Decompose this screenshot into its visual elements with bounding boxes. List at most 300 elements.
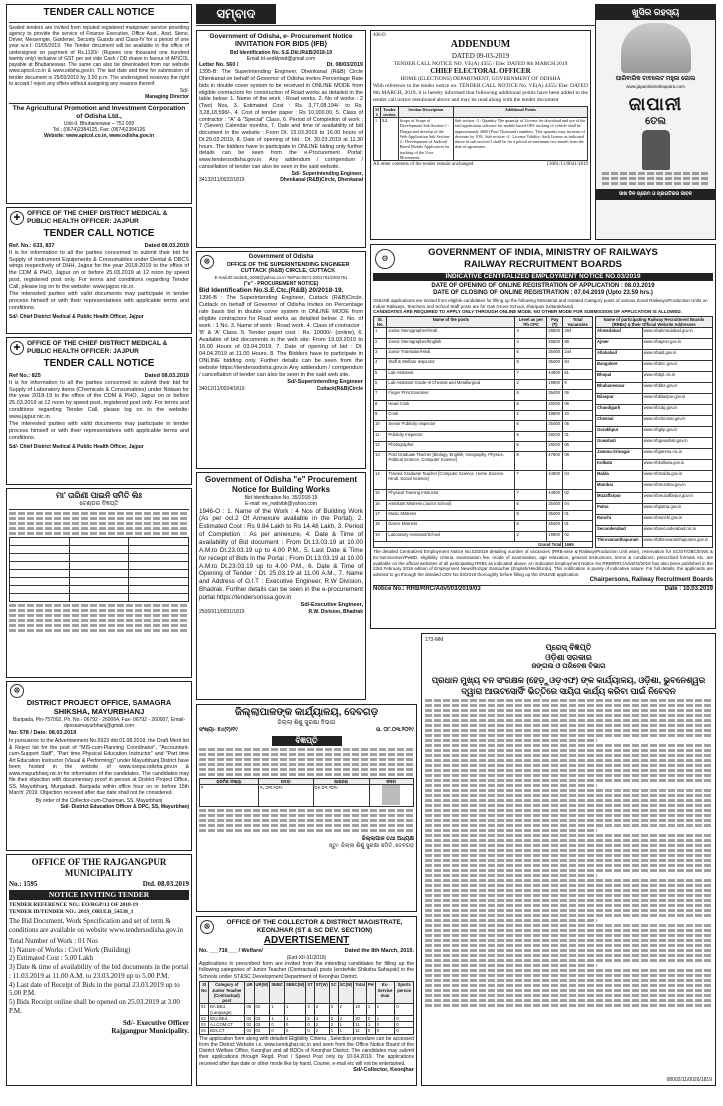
text-line <box>425 869 712 872</box>
cuttack-office: OFFICE OF THE SUPERINTENDING ENGINEER CUTTACK (R&B) CIRCLE, CUTTACK <box>226 261 350 275</box>
rrb-cell: 13 <box>374 452 387 471</box>
emblem-icon: ☸ <box>10 684 24 698</box>
rrb-col: Name of the posts <box>387 316 515 328</box>
table-row <box>374 431 593 441</box>
board-website[interactable]: www.rrbjammu.nic.in <box>642 449 712 460</box>
rrb-cell: 01 <box>563 521 593 531</box>
rrb-cell: 2 <box>515 531 547 541</box>
deogarh-col: ଫଟୋ <box>369 778 413 784</box>
forest-head: ପ୍ରେସ୍ ବିଜ୍ଞପ୍ତି <box>545 643 592 653</box>
apicol-title: TENDER CALL NOTICE <box>9 7 189 23</box>
rrb-cell: 3 <box>374 348 387 358</box>
text-line <box>425 979 712 982</box>
rrb-cell: Junior Stenographer/English <box>387 338 515 348</box>
text-line <box>425 989 712 992</box>
text-line <box>425 874 597 877</box>
board-city: Ranchi <box>596 515 643 526</box>
rrb-notice: INDICATIVE CENTRALIZED EMPLOYMENT NOTICE NO.03/2019 <box>373 273 713 281</box>
rrb-cell: 8 <box>374 400 387 410</box>
rrb-cell: 17 <box>374 510 387 520</box>
keonjhar-cell: 0 <box>375 1022 395 1028</box>
board-website[interactable]: www.rrbpatna.gov.in <box>642 504 712 515</box>
board-city: Jammu-Srinagar <box>596 449 643 460</box>
table-row <box>374 452 593 471</box>
rrb-cell: 2 <box>374 338 387 348</box>
bhadrak-sign-role: R.W. Division, Bhadrak <box>308 608 363 615</box>
keonjhar-cell: 02 <box>200 1015 209 1021</box>
deogarh-sign2: ସ୍ତୁ/- ଜିଲ୍ଲା ଶିଶୁ ସୁରକ୍ଷା ସମିତି, ଦେବଗଡ଼ <box>328 843 414 849</box>
table-row <box>596 471 713 482</box>
board-website[interactable]: www.rrbbnc.gov.in <box>642 361 712 372</box>
cuttack-sign: Sd/-Superintending Engineer <box>287 378 363 385</box>
rrb-col: Level as per 7th CPC <box>515 316 547 328</box>
keonjhar-cell: 0 <box>270 1022 285 1028</box>
rrb-cell: Cook <box>387 410 515 420</box>
bhadrak-code: 25060/11/0031/1819 <box>199 608 245 615</box>
table-row <box>374 510 593 520</box>
keonjhar-cell: BSc.CT <box>209 1028 245 1034</box>
sidead-bottom: ସାଖ ଦିନ ପ୍ରେମ ଓ ପ୍ରଗତିକର ଜୀବନ <box>596 189 715 199</box>
addendum-foot: All other contents of the tender remain unchanged <box>373 162 474 168</box>
samiti-table <box>9 537 189 602</box>
keonjhar-cell: 0 <box>270 1028 285 1034</box>
jajpur2-sign: Sd/- Chief District Medical & Public Health Officer, Jajpur <box>9 443 144 450</box>
text-line <box>425 794 712 797</box>
text-line <box>425 829 597 832</box>
keonjhar-cell: 1 <box>338 1028 354 1034</box>
board-city: Kolkata <box>596 460 643 471</box>
deogarh-sub: ଜିଲ୍ଲା ଶିଶୁ ସୁରକ୍ଷା ବିଭାଗ <box>277 719 336 726</box>
keonjhar-col: ST(W) <box>314 982 329 1004</box>
table-row <box>596 427 713 438</box>
text-line <box>425 859 712 862</box>
board-website[interactable]: www.rrbmuzaffarpur.gov.in <box>642 493 712 504</box>
board-website[interactable]: www.rrbajmer.gov.in <box>642 339 712 350</box>
board-website[interactable]: www.rrbbpl.nic.in <box>642 372 712 383</box>
rrb-cell: 6 <box>515 359 547 369</box>
board-city: Muzaffarpur <box>596 493 643 504</box>
rrb-note: The detailed Centralized Employment Notice No.03/2019 detailing number of vacancies (RRB-wise & Railway/Production Unit wise), reservation for SC/ST/OBC/EWS & Ex-Servicemen/PwBD, eligibility criteria, examination fee, mode of examination, age relaxation, general instructions, terms & conditions, prescribed formats etc. are available on the official websites of all participating RRBs as indicated above. An indicative Employment Notice No.RRB/RRC/Advt/03/2019 has also been published in the 23rd February 2019 edition of Employment News/Rozgar Samachar (English/Hindi/Urdu). This notification is purely of indicative nature. For full details, the applicants are advised to go through the detailed CEN No.03/2019 thoroughly before filling up the ONLINE application. <box>373 549 713 577</box>
deogarh-cell: ୦୫.୦୩.୨୦୧୯ <box>313 785 369 807</box>
text-line <box>425 729 712 732</box>
text-line <box>425 904 712 907</box>
keonjhar-cell: 4 <box>314 1015 329 1021</box>
rrb-cell: 19900 <box>547 379 563 389</box>
rrb-cell: 7 <box>374 390 387 400</box>
rrb-cell: 84 <box>563 359 593 369</box>
board-city: Mumbai <box>596 482 643 493</box>
dhenkanal-letter: Letter No. 560 / <box>199 62 239 69</box>
dhenkanal-title: INVITATION FOR BIDS (IFB) <box>235 41 327 49</box>
keonjhar-cell: 2 <box>338 1015 354 1021</box>
rrb-cell: 10 <box>374 421 387 431</box>
rrb-cell: 06 <box>563 441 593 451</box>
dhenkanal-ifb-ad <box>196 30 366 248</box>
rrb-cell: 1 <box>374 328 387 338</box>
samiti-sub: ଟେଣ୍ଡର ବିଜ୍ଞପ୍ତି <box>9 501 189 510</box>
keonjhar-cell: 04 <box>245 1028 254 1034</box>
keonjhar-cell: BSc.BEd. <box>209 1015 245 1021</box>
board-website[interactable]: www.rrbthiruvananthapuram.gov.in <box>642 537 712 548</box>
rrb-cell: 9 <box>374 410 387 420</box>
table-row <box>596 460 713 471</box>
jajpur1-sign: Sd/- Chief District Medical & Public Health Officer, Jajpur <box>9 313 144 320</box>
rajgangpur-item: 3) Date & time of availability of the bid documents in the portal : 11.03.2019 at 11.00 A.M. to 23.03.2019 up to 5.00 P.M. <box>9 963 189 980</box>
rrb-col: Total Vacancies <box>563 316 593 328</box>
forest-dept: ଜଙ୍ଗଲ ଓ ପରିବେଶ ବିଭାଗ <box>531 663 606 671</box>
rrb-cell: 25500 <box>547 338 563 348</box>
keonjhar-dated: Dated the 8th March, 2019. <box>344 947 414 954</box>
emblem-icon: ✚ <box>10 341 24 355</box>
keonjhar-cell: 0 <box>284 1028 305 1034</box>
text-line <box>425 919 597 922</box>
board-website[interactable]: www.rrbcdg.gov.in <box>642 405 712 416</box>
apicol-org: The Agricultural Promotion and Investment Corporation of Odisha Ltd., <box>9 103 189 121</box>
rrb-cell: 35400 <box>547 348 563 358</box>
rrb-cell: 7 <box>515 369 547 379</box>
table-row <box>596 383 713 394</box>
rrb-cell: 4 <box>374 359 387 369</box>
apicol-web: Website: www.apicol.co.in, www.odisha.gov.in <box>43 133 154 140</box>
forest-gov: ଓଡ଼ିଶା ସରକାର <box>545 653 592 663</box>
text-line <box>425 699 712 702</box>
keonjhar-table <box>199 981 414 1034</box>
rrb-cell: 2 <box>515 379 547 389</box>
addendum-cell: 1 <box>374 118 381 161</box>
cuttack-code: 34012/11/0034/1819 <box>199 385 245 392</box>
keonjhar-cell: BA.BEd. (Language) <box>209 1004 245 1016</box>
rrb-cell: 35400 <box>547 500 563 510</box>
text-line <box>425 894 712 897</box>
rrb-cell: 20 <box>563 410 593 420</box>
keonjhar-title: ADVERTISEMENT <box>263 935 350 947</box>
rrb-cell: 5 <box>374 369 387 379</box>
keonjhar-cell: 1 <box>366 1022 375 1028</box>
board-city: Bhopal <box>596 372 643 383</box>
rajgangpur-office: OFFICE OF THE RAJGANGPUR MUNICIPALITY <box>31 857 167 879</box>
table-row <box>596 328 713 339</box>
table-row <box>596 526 713 537</box>
table-row <box>374 421 593 431</box>
keonjhar-cell: 0 <box>395 1022 414 1028</box>
japani-tel-ad <box>595 4 716 240</box>
rrb-cell: 35400 <box>547 421 563 431</box>
keonjhar-col: Ex-Service man <box>375 982 395 1004</box>
text-line <box>425 969 712 972</box>
samagra-sign-role: Sd/- District Education Officer & DPC, SS, Mayurbhanj <box>60 803 189 810</box>
keonjhar-cell: 0 <box>284 1022 305 1028</box>
keonjhar-cell: 04 <box>245 1015 254 1021</box>
text-line <box>425 984 712 987</box>
text-line <box>425 814 712 817</box>
board-website[interactable]: www.rrbsecunderabad.nic.in <box>642 526 712 537</box>
table-row <box>374 471 593 490</box>
rajgangpur-item: 2) Estimated Cost : 5.00 Lakh <box>9 954 93 963</box>
bhadrak-bid: Bid Identification No. 35/2018-19 <box>244 495 318 501</box>
keonjhar-cell: 0 <box>395 1028 414 1034</box>
keonjhar-cell: 1 <box>375 1015 395 1021</box>
rrb-cell: 44900 <box>547 490 563 500</box>
rajgangpur-item: 4) Last date of Receipt of Bids in the portal 23.03.2019 up to 5.00 P.M. <box>9 980 180 998</box>
text-line <box>425 959 712 962</box>
keonjhar-cell: 1 <box>270 1015 285 1021</box>
rrb-cell: 4 <box>515 328 547 338</box>
rrb-cell: 05 <box>563 421 593 431</box>
text-line <box>425 944 712 947</box>
keonjhar-cell: 1 <box>338 1022 354 1028</box>
board-website[interactable]: www.rrbkolkata.gov.in <box>642 460 712 471</box>
deogarh-ref: ସଂଖ୍ୟା- ୫୪(୧)/୧୯ <box>199 727 238 733</box>
rrb-cell: 06 <box>563 390 593 400</box>
text-line <box>425 769 712 772</box>
board-city: Bilaspur <box>596 394 643 405</box>
rrb-cell: 35400 <box>547 390 563 400</box>
table-row <box>374 500 593 510</box>
deogarh-title: ଜିଲ୍ଲାପାଳଙ୍କ କାର୍ଯ୍ୟାଳୟ, ଦେବଗଡ଼ <box>234 707 379 718</box>
sidead-photo <box>621 23 691 73</box>
rajgangpur-item: 1) Nature of Works : Civil Work (Building) <box>9 945 131 954</box>
bhadrak-sign: Sd/-Executive Engineer, <box>300 601 363 608</box>
keonjhar-cell: A.I.COM.CT <box>209 1022 245 1028</box>
table-row <box>374 348 593 358</box>
keonjhar-cell: 1 <box>270 1004 285 1016</box>
dhenkanal-bid: Bid Identification No. S.E.Dkl./R&B/2018-19 <box>230 49 332 56</box>
addendum-intro: With reference to the tender notice no. TENDER CALL NOTICE No. VE(A) 4355/ Elec DATED 8th MARCH, 2019, it is hereby informed that following additional points have been added to the tender call notice mentioned above and may be read along with the tender document <box>373 83 588 103</box>
jajpur1-title: TENDER CALL NOTICE <box>43 228 155 240</box>
dhenkanal-code: 34132/11/0032/1819 <box>199 176 245 183</box>
rrb-cell: 25500 <box>547 328 563 338</box>
keonjhar-cell: 3 <box>329 1004 338 1016</box>
dhenkanal-sign-role: Dhenkanal (R&B)Circle, Dhenkanal <box>280 176 363 183</box>
text-line <box>425 914 712 917</box>
table-row <box>200 1004 414 1016</box>
rrb-cell: 19 <box>374 531 387 541</box>
keonjhar-cell: 1 <box>284 1004 305 1016</box>
rrb-cell: 15 <box>374 490 387 500</box>
rrb-cell: 02 <box>563 531 593 541</box>
rrb-cell: Head Cook <box>387 400 515 410</box>
odia-tender-ad-samiti <box>6 488 192 678</box>
table-row <box>374 359 593 369</box>
dhenkanal-email: Email Id-sedklpwd@gmail.com <box>246 56 316 63</box>
table-row <box>374 490 593 500</box>
board-website[interactable]: www.rrbguwahati.gov.in <box>642 438 712 449</box>
table-row <box>596 372 713 383</box>
rrb-total-label: Grand Total <box>374 542 563 548</box>
jajpur-tender-ad-2 <box>6 337 192 485</box>
board-city: Chennai <box>596 416 643 427</box>
samagra-shiksha-ad <box>6 681 192 851</box>
deogarh-cell: ୧୪.୦୩.୨୦୧୯ <box>259 785 314 807</box>
rrb-intro: ONLINE applications are invited from eligible candidates for filling up the following Ministerial and Isolated Category posts of various Zonal Railways/Production Units on Indian Railways, Teachers and School Staff posts are for Oak Grove School, Jharipani (Uttarakhand). <box>373 297 708 309</box>
rrb-cell: 6 <box>515 421 547 431</box>
jajpur2-body: It is for information to all the parties concerned to submit their bid for Supply of Laboratory items (Chemicals & Consumables) under Nidaan for the year 2018-19 to the office of the CDM & PHO, Jajpur on or before 25.03.2019 at 12 noon by speed post, registered post only. For terms and conditions regarding Tender Call, please log on to the website: www.jajpur.nic.in. <box>9 379 189 420</box>
table-row <box>596 515 713 526</box>
board-website[interactable]: www.rrbgkp.gov.in <box>642 427 712 438</box>
rrb-cell: 12 <box>374 441 387 451</box>
keonjhar-col: SEBC <box>270 982 285 1004</box>
rrb-cell: 11 <box>374 431 387 441</box>
apicol-tel: Tel.: (0674)2384125, Fax: (0674)2384126 <box>52 127 146 133</box>
text-line <box>425 899 712 902</box>
rrb-no: Notice No.: RRB/RRC/Advt/03/2019/03 <box>373 585 481 592</box>
rrb-boards-head: Name of participating Railway Recruitment Boards (RRBs) & their Official Website Addresses <box>596 316 713 328</box>
keonjhar-cell: 11 <box>354 1022 367 1028</box>
keonjhar-cell: 3 <box>306 1004 314 1016</box>
table-row <box>374 441 593 451</box>
rrb-employment-notice <box>370 244 716 629</box>
forest-code2: 08002/11/0026/1819 <box>666 1076 712 1083</box>
rrb-cell: 14 <box>374 471 387 490</box>
rrb-cell: 294 <box>563 328 593 338</box>
table-row <box>596 482 713 493</box>
board-city: Bangalore <box>596 361 643 372</box>
rajgangpur-title: NOTICE INVITING TENDER <box>9 890 189 899</box>
masthead-logo: ସମ୍ବାଦ <box>196 4 276 24</box>
text-line <box>425 759 712 762</box>
table-row <box>596 416 713 427</box>
keonjhar-cell: 01 <box>200 1004 209 1016</box>
table-row <box>596 394 713 405</box>
addendum-cell: Scope of Scope of Development Sub Section-1 : Design and develop of the Web Application Sub Section-2 : Development of Android Based Mobile Application for tracking of the User Movements <box>398 118 453 161</box>
text-line <box>425 949 712 952</box>
emblem-icon: ✚ <box>10 211 24 225</box>
bhadrak-body: 1946-O : 1. Name of the Work : 4 Nos of Building Work (As per ocl.2 Of Annexure available in the Portal), 2. Estimated Cost : Rs 9.84 Lakh to Rs 14.48 Lakh, 3. Period of Completion : As per annexure, 4. Date & Time of availability of Bid document : From Dt.13.03.19 at 10.00 A.M.to Dt.23.03.19 up to 4.00 P.M., 5. Last Date & Time for receipt of Bids in the Portal : From Dt.13.03.19 at 10.00 A.M.to Dt.23.03.19 up to 4.00 P.M., 6. Date & Time of Opening of Tender : Dt. 25.03.19 at 11.00 A.M., 7. Name and Address of O.I.T : Executive Engineer, R.W Division, Bhadrak. Further details can be seen in the e-procurement portal https://tendersorissa.gov.in <box>199 507 363 601</box>
keonjhar-cell: 0 <box>375 1028 395 1034</box>
keonjhar-advertisement <box>196 916 417 1086</box>
rrb-cell: 5 <box>515 431 547 441</box>
board-website[interactable]: www.rrbbbs.gov.in <box>642 383 712 394</box>
keonjhar-cell: 1 <box>366 1004 375 1016</box>
rrb-cell: 01 <box>563 431 593 441</box>
deogarh-head: ବିଜ୍ଞପ୍ତି <box>272 736 342 746</box>
board-website[interactable]: www.rrbchennai.gov.in <box>642 416 712 427</box>
dhenkanal-head: Government of Odisha, e- Procurement Notice <box>209 33 353 40</box>
text-line <box>425 824 712 827</box>
table-row <box>596 361 713 372</box>
text-line <box>425 739 597 742</box>
samagra-sign: By order of the Collector-cum-Chairman, SS, Mayurbhanj <box>35 797 163 804</box>
indian-railways-logo-icon: ⚙ <box>375 249 395 269</box>
keonjhar-foot: The application form along with detailed Eligibility Criteria , Selection procedure can be accessed from the District Website i.e. www.kendujhar.nic.in and seen from the Office Notice Board of the District Welfare Office, Keonjhar and all BDOs of Keonjhar District. The candidates may submit their applications through Regd. Post / Speed Post only by 10.04.2019. The applications received after due date or other mode like by hand, Courier, e-mail etc will not be entertained. <box>199 1035 414 1067</box>
rrb-cell: 61 <box>563 369 593 379</box>
rajgangpur-item: Total Number of Work : 01 Nos <box>9 936 99 945</box>
rrb-gov: GOVERNMENT OF INDIA, MINISTRY OF RAILWAYS <box>428 247 658 258</box>
text-line <box>425 1004 712 1007</box>
keonjhar-cell: 0 <box>395 1004 414 1016</box>
rrb-cell: Dance Mistress <box>387 521 515 531</box>
rrb-col: Pay (₹) <box>547 316 563 328</box>
board-city: Ahmedabad <box>596 328 643 339</box>
text-line <box>425 799 712 802</box>
text-line <box>425 724 712 727</box>
rajgangpur-dt: Dtd. 08.03.2019 <box>142 879 189 888</box>
text-line <box>425 779 712 782</box>
keonjhar-col: SC(W) <box>338 982 354 1004</box>
board-website[interactable]: www.rrbbilaspur.gov.in <box>642 394 712 405</box>
board-website[interactable]: www.rrbahmedabad.gov.in <box>642 328 712 339</box>
rrb-cell: 19900 <box>547 531 563 541</box>
keonjhar-cell: 0 <box>329 1015 338 1021</box>
jajpur1-body2: The interested parties with valid documents may participate in tender process himself or with their representatives with applicable terms and conditions. <box>9 290 189 311</box>
apicol-body: Sealed tenders are invited from reputed registered manpower service providing agency to provide the service of Finance Executive, Office Asst., Asst. Steno, Driver, Messenger, Gardener, Security Guards and Class-IV for a period of one year w.e.f. 01/05/2019. The Tender document will be available in the office of undersigned on payment of Rs.1120/- (Rupees one thousand one hundred twenty only) inclusive of GST per set vide Cash / DD drawn in favour of APICOL payable at Bhubaneswar. The same can also be downloaded from our website www.apicol.co.in & www.odisha.gov.in. The last date and time for submission of tender document is 25/03/2019 by 3.00 p.m. The undersigned reserves the right to accept / reject any offers without assigning any reasons thereof. <box>9 24 189 87</box>
photo-placeholder <box>382 785 400 805</box>
text-line <box>425 709 712 712</box>
table-row <box>374 379 593 389</box>
text-line <box>425 849 712 852</box>
deogarh-cell: ୧ <box>200 785 259 807</box>
board-website[interactable]: www.rrbald.gov.in <box>642 350 712 361</box>
text-line <box>425 749 712 752</box>
sidead-brand1: ପାରିବାରିକ ଟାବଲେଟ ମହୁଜା ଗୋଲ <box>615 76 696 83</box>
board-website[interactable]: www.rrbmalda.gov.in <box>642 471 712 482</box>
deogarh-table <box>199 778 414 807</box>
rrb-cell: Music Mistress <box>387 510 515 520</box>
rrb-cell: 35400 <box>547 510 563 520</box>
addendum-cell: Sub section -3 : Quantity The quantity of License for download and use of the said application software for mobile based GPS tracking of vehicle shall be approximately 4000 (Four Thousand) numbers. This quantity may increase of decrease by 10%. Sub section -4 : License Validity: Such license as indicated above in sub section-3 shall be for a period of maximum two month from the date of agreement. <box>453 118 587 161</box>
samagra-body: In pursuance to the Advertisement No.5923 dtd.01.08.2018, the Draft Merit list & Reject list for the post of "MIS-cum-Planning Coordinator", "Accountant-cum-Support Staff", "Part time Physical Education Instructor" and "Part time Art Education Instructor (Visual & Performing)" under Mayurbhanj District have been hosted in the website of www.osepa.odisha.gov.in & www.mayurbhanj.nic.in for information of the candidates. The candidates may file their objection with documentary proof in person at District Project Office, SS, Mayurbhanj, Murgabadi, Baripada within office hour on or before 15th March' 2019. Objection received after due date shall not be considered. <box>9 738 189 797</box>
rajgangpur-body: The Bid Document, Work Specification and set of term & conditions are available on website www.tendersodisha.gov.in <box>9 917 184 935</box>
table-row <box>374 369 593 379</box>
rrb-cell: 7 <box>515 471 547 490</box>
keonjhar-cell: 11 <box>354 1028 367 1034</box>
text-line <box>425 854 712 857</box>
jajpur2-ref: Ref No.: 825 <box>9 372 41 379</box>
text-line <box>425 774 712 777</box>
table-row <box>596 350 713 361</box>
table-row <box>200 1028 414 1034</box>
text-line <box>425 704 712 707</box>
table-row <box>596 405 713 416</box>
bhadrak-email: E-mail: ee_rwdivbk@yahoo.com <box>245 501 317 508</box>
addendum-office: CHIEF ELECTORAL OFFICER <box>430 67 531 76</box>
apicol-tender-ad <box>6 4 192 204</box>
text-line <box>425 834 712 837</box>
jajpur2-date: Dated 08.03.2019 <box>144 372 189 379</box>
forest-code: 173-MM <box>425 637 444 643</box>
text-line <box>425 879 712 882</box>
keonjhar-cell: 2 <box>338 1004 354 1016</box>
cuttack-head: Government of Odisha <box>248 254 314 260</box>
rajgangpur-ref: TENDER REFERENCE NO.: EO/RGP/13 OF 2018-19 <box>9 901 139 908</box>
text-line <box>425 819 712 822</box>
table-row <box>374 390 593 400</box>
deogarh-dt: ତା. ୦୮.୦୩.୨୦୧୯ <box>376 727 414 733</box>
board-website[interactable]: www.rrbmumbai.gov.in <box>642 482 712 493</box>
rrb-warn: CANDIDATES ARE REQUIRED TO APPLY ONLY THROUGH ONLINE MODE. NO OTHER MODE FOR SUBMISSION OF APPLICATION IS ALLOWED. <box>373 309 682 315</box>
bhadrak-eprocurement-ad <box>196 472 366 700</box>
board-website[interactable]: www.rrbranchi.gov.in <box>642 515 712 526</box>
rrb-cell: 4 <box>515 338 547 348</box>
rrb-cell: 29200 <box>547 441 563 451</box>
board-city: Thiruvananthapuram <box>596 537 643 548</box>
keonjhar-cell: 1 <box>375 1004 395 1016</box>
rrb-cell: 2 <box>515 410 547 420</box>
rajgangpur-tid: TENDER ID/TENDER NO.: 2019_ORULB_54538_1 <box>9 908 134 915</box>
keonjhar-cell: 0 <box>306 1022 314 1028</box>
rrb-cell: 6 <box>515 510 547 520</box>
apicol-addr: Unit-II, Bhubaneswar – 751 009 <box>63 120 135 127</box>
keonjhar-cell: 0 <box>366 1028 375 1034</box>
addendum-title: ADDENDUM <box>450 39 511 51</box>
rrb-date: Date : 10.03.2019 <box>664 585 713 592</box>
keonjhar-col: SEBC(W) <box>284 982 305 1004</box>
rrb-cell: 44900 <box>547 369 563 379</box>
table-row <box>596 504 713 515</box>
text-line <box>425 719 712 722</box>
text-line <box>425 889 712 892</box>
samagra-ref: No: 578 / Date: 08.03.2019 <box>9 730 77 737</box>
